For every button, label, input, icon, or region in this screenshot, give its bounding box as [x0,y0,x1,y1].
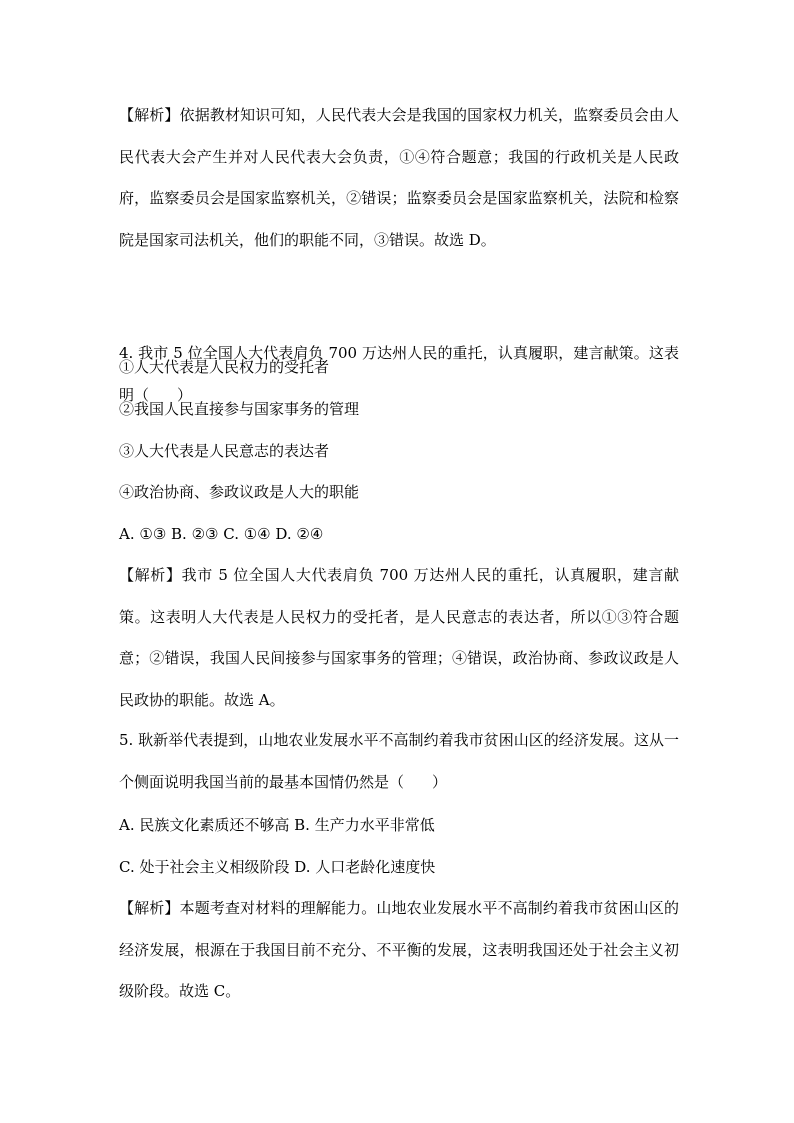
q4-analysis: 【解析】我市 5 位全国人大代表肩负 700 万达州人民的重托，认真履职，建言献策。这表明人大代表是人民权力的受托者，是人民意志的表达者，所以①③符合题意；②错误，我国人民间接参与国家事务的管理；④错误，政治协商、参政议政是人民政协的职能。故选 A。 [119,566,679,709]
q5-stem-end: ） [432,772,448,791]
q4-stem-end: ） [177,385,193,404]
q3-analysis: 【解析】依据教材知识可知，人民代表大会是我国的国家权力机关，监察委员会由人民代表大会产生并对人民代表大会负责，①④符合题意；我国的行政机关是人民政府，监察委员会是国家监察机关，②错误；监察委员会是国家监察机关，法院和检察院是国家司法机关，他们的职能不同，③错误。故选 D。 [119,106,679,249]
q4-option-2: ②我国人民直接参与国家事务的管理 [119,400,360,418]
q5-stem [119,720,679,803]
q5-choice-line-2: C. 处于社会主义相级阶段 D. 人口老龄化速度快 [119,858,436,876]
q5-choice-line-1: A. 民族文化素质还不够高 B. 生产力水平非常低 [119,816,435,834]
q5-analysis: 【解析】本题考查对材料的理解能力。山地农业发展水平不高制约着我市贫困山区的经济发展，根源在于我国目前不充分、不平衡的发展，这表明我国还处于社会主义初级阶段。故选 C。 [119,899,679,1000]
q4-stem-text: 4. 我市 5 位全国人大代表肩负 700 万达州人民的重托，认真履职，建言献策。这表明（ [119,344,679,404]
q4-option-4: ④政治协商、参政议政是人大的职能 [119,483,360,501]
q4-option-1: ①人大代表是人民权力的受托者 [119,358,330,376]
q5-stem-text: 5. 耿新举代表提到，山地农业发展水平不高制约着我市贫困山区的经济发展。这从一个侧面说明我国当前的最基本国情仍然是（ [119,731,679,791]
q4-choices: A. ①③ B. ②③ C. ①④ D. ②④ [119,525,324,543]
q4-option-3: ③人大代表是人民意志的表达者 [119,442,330,460]
